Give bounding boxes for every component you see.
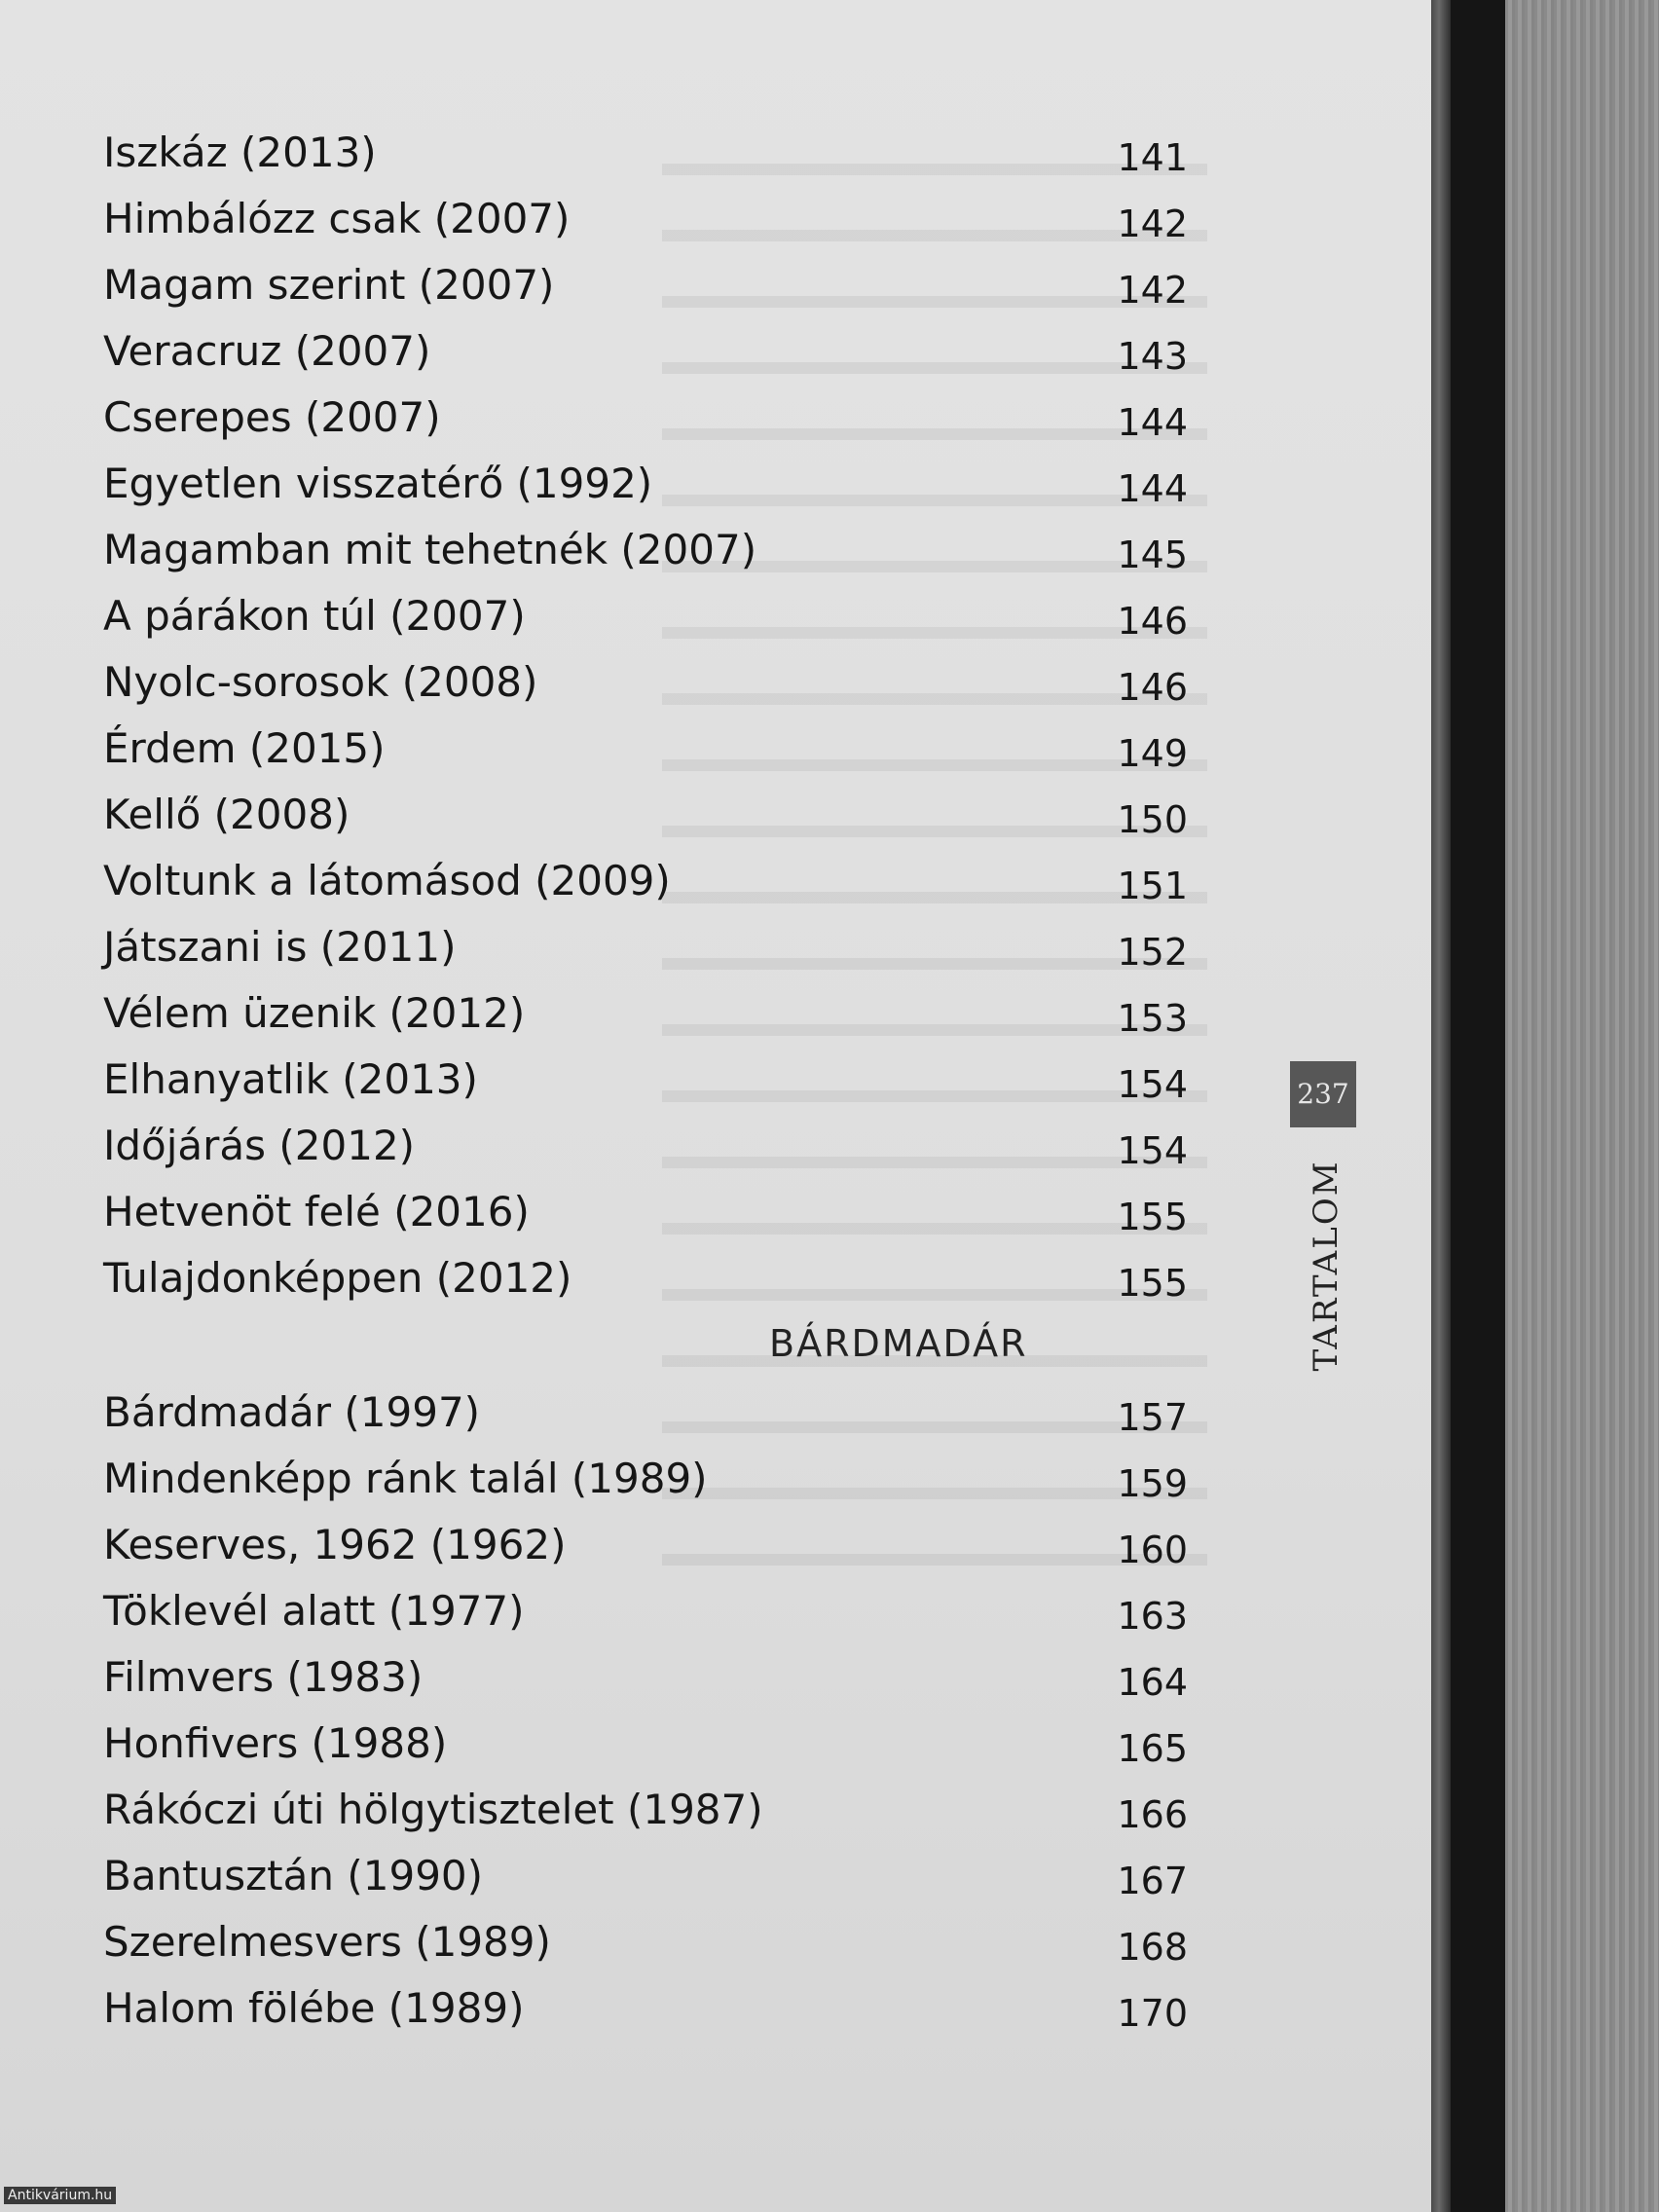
toc-entry — [0, 129, 1188, 187]
entry-title: Nyolc-sorosok (2008) — [103, 658, 538, 706]
toc-entry — [0, 261, 1188, 319]
entry-title: Kellő (2008) — [103, 791, 350, 838]
entry-page: 144 — [1117, 401, 1188, 444]
toc-entry — [0, 791, 1188, 849]
toc-entry — [0, 1388, 1188, 1447]
entry-page: 151 — [1117, 865, 1188, 907]
entry-title: Halom fölébe (1989) — [103, 1984, 525, 2032]
entry-title: Hetvenöt felé (2016) — [103, 1188, 530, 1235]
entry-title: Rákóczi úti hölgytisztelet (1987) — [103, 1786, 763, 1833]
entry-title: Mindenképp ránk talál (1989) — [103, 1455, 708, 1502]
entry-title: Szerelmesvers (1989) — [103, 1918, 551, 1966]
entry-title: Veracruz (2007) — [103, 327, 431, 375]
entry-page: 153 — [1117, 997, 1188, 1040]
entry-page: 155 — [1117, 1196, 1188, 1238]
entry-page: 144 — [1117, 467, 1188, 510]
page-edge — [1431, 0, 1451, 2212]
toc-entry — [0, 989, 1188, 1048]
entry-title: Cserepes (2007) — [103, 393, 441, 441]
entry-page: 166 — [1117, 1793, 1188, 1836]
watermark: Antikvárium.hu — [4, 2187, 116, 2204]
entry-title: Filmvers (1983) — [103, 1653, 424, 1701]
entry-title: Töklevél alatt (1977) — [103, 1587, 525, 1635]
toc-entry — [0, 724, 1188, 783]
toc-entry — [0, 1122, 1188, 1180]
entry-page: 157 — [1117, 1396, 1188, 1439]
toc-entry — [0, 393, 1188, 452]
toc-entry — [0, 1455, 1188, 1513]
toc-entry — [0, 1521, 1188, 1579]
toc-entry — [0, 526, 1188, 584]
entry-title: A párákon túl (2007) — [103, 592, 526, 640]
toc-entry — [0, 923, 1188, 981]
entry-page: 145 — [1117, 534, 1188, 576]
background-surface — [1505, 0, 1659, 2212]
entry-title: Magam szerint (2007) — [103, 261, 555, 309]
toc-entry — [0, 1055, 1188, 1114]
toc-entry — [0, 1984, 1188, 2043]
entry-title: Magamban mit tehetnék (2007) — [103, 526, 757, 573]
entry-page: 142 — [1117, 203, 1188, 245]
entry-page: 155 — [1117, 1262, 1188, 1305]
entry-title: Játszani is (2011) — [103, 923, 457, 971]
entry-page: 141 — [1117, 136, 1188, 179]
entry-title: Vélem üzenik (2012) — [103, 989, 526, 1037]
entry-title: Időjárás (2012) — [103, 1122, 416, 1169]
running-title: TARTALOM — [1307, 1160, 1346, 1372]
entry-title: Egyetlen visszatérő (1992) — [103, 460, 653, 507]
toc-entry — [0, 592, 1188, 650]
toc-entry — [0, 327, 1188, 386]
entry-page: 149 — [1117, 732, 1188, 775]
entry-page: 159 — [1117, 1462, 1188, 1505]
toc-entry — [0, 1852, 1188, 1910]
book-cover-edge — [1451, 0, 1505, 2212]
toc-entry — [0, 1653, 1188, 1712]
entry-title: Bantusztán (1990) — [103, 1852, 484, 1899]
entry-title: Bárdmadár (1997) — [103, 1388, 481, 1436]
entry-title: Voltunk a látomásod (2009) — [103, 857, 671, 904]
entry-page: 163 — [1117, 1595, 1188, 1638]
entry-title: Elhanyatlik (2013) — [103, 1055, 478, 1103]
toc-entry — [0, 1188, 1188, 1246]
entry-page: 168 — [1117, 1926, 1188, 1969]
entry-page: 154 — [1117, 1129, 1188, 1172]
toc-entry — [0, 1786, 1188, 1844]
entry-title: Iszkáz (2013) — [103, 129, 377, 176]
toc-entry — [0, 857, 1188, 915]
entry-page: 154 — [1117, 1063, 1188, 1106]
entry-page: 146 — [1117, 600, 1188, 643]
entry-page: 165 — [1117, 1727, 1188, 1770]
entry-page: 152 — [1117, 931, 1188, 974]
toc-entry — [0, 460, 1188, 518]
entry-title: Keserves, 1962 (1962) — [103, 1521, 567, 1568]
entry-page: 170 — [1117, 1992, 1188, 2035]
entry-page: 143 — [1117, 335, 1188, 378]
entry-page: 146 — [1117, 666, 1188, 709]
toc-entry — [0, 1719, 1188, 1778]
page-number-tab: 237 — [1290, 1061, 1356, 1127]
entry-page: 160 — [1117, 1529, 1188, 1571]
entry-page: 142 — [1117, 269, 1188, 312]
toc-entry — [0, 195, 1188, 253]
toc-entry — [0, 1587, 1188, 1645]
toc-entry — [0, 658, 1188, 717]
entry-page: 167 — [1117, 1860, 1188, 1902]
toc-entry — [0, 1918, 1188, 1976]
entry-title: Himbálózz csak (2007) — [103, 195, 571, 242]
entry-title: Érdem (2015) — [103, 724, 386, 772]
entry-title: Tulajdonképpen (2012) — [103, 1254, 572, 1302]
entry-title: Honfivers (1988) — [103, 1719, 448, 1767]
toc-entry — [0, 1254, 1188, 1312]
entry-page: 164 — [1117, 1661, 1188, 1704]
entry-page: 150 — [1117, 798, 1188, 841]
section-heading: BÁRDMADÁR — [769, 1322, 1028, 1365]
